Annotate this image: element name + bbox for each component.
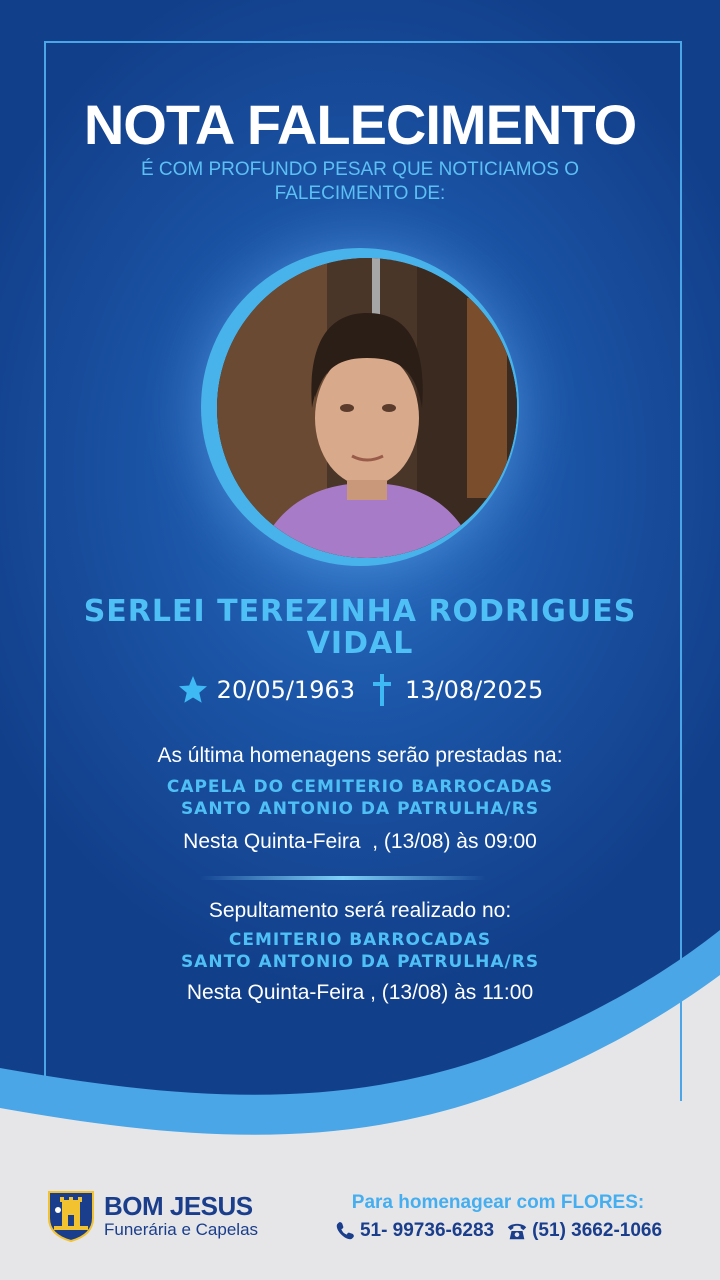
name-line-2: VIDAL bbox=[306, 626, 414, 661]
flowers-contact bbox=[300, 1192, 696, 1242]
birth-date: 20/05/1963 bbox=[216, 676, 355, 704]
flowers-heading: Para homenagear com FLORES: bbox=[351, 1192, 645, 1213]
burial-place-line-2: SANTO ANTONIO DA PATRULHA/RS bbox=[180, 952, 540, 972]
burial-lead: Sepultamento será realizado no: bbox=[208, 899, 512, 922]
whatsapp-number[interactable]: 51- 99736-6283 bbox=[359, 1220, 495, 1241]
star-icon bbox=[177, 674, 209, 706]
homage-place-line-1: CAPELA DO CEMITERIO BARROCADAS bbox=[166, 777, 554, 797]
brand-tagline: Funerária e Capelas bbox=[104, 1220, 259, 1239]
homage-lead: As última homenagens serão prestadas na: bbox=[157, 744, 563, 767]
whatsapp-icon bbox=[334, 1220, 356, 1242]
deceased-name bbox=[60, 596, 660, 660]
name-line-1: SERLEI TEREZINHA RODRIGUES bbox=[83, 594, 637, 629]
life-dates bbox=[0, 672, 720, 708]
brand bbox=[104, 1192, 258, 1240]
brand-name: BOM JESUS bbox=[104, 1191, 253, 1221]
homage-place-line-2: SANTO ANTONIO DA PATRULHA/RS bbox=[180, 799, 540, 819]
castle-shield-icon bbox=[46, 1188, 96, 1242]
homage-when: Nesta Quinta-Feira , (13/08) às 09:00 bbox=[183, 830, 537, 853]
burial-section bbox=[0, 899, 720, 1005]
burial-when: Nesta Quinta-Feira , (13/08) às 11:00 bbox=[186, 981, 534, 1004]
burial-place-line-1: CEMITERIO BARROCADAS bbox=[228, 930, 492, 950]
flowers-phones bbox=[300, 1220, 696, 1242]
cross-icon bbox=[371, 673, 393, 707]
page-title: NOTA FALECIMENTO bbox=[83, 93, 637, 156]
death-date: 13/08/2025 bbox=[405, 676, 544, 704]
portrait-photo bbox=[217, 258, 517, 558]
phone-number[interactable]: (51) 3662-1066 bbox=[532, 1220, 663, 1241]
homage-section bbox=[0, 744, 720, 854]
subtitle: É COM PROFUNDO PESAR QUE NOTICIAMOS O FALECIMENTO DE: bbox=[140, 159, 580, 204]
divider bbox=[200, 876, 486, 880]
telephone-icon bbox=[506, 1220, 528, 1242]
